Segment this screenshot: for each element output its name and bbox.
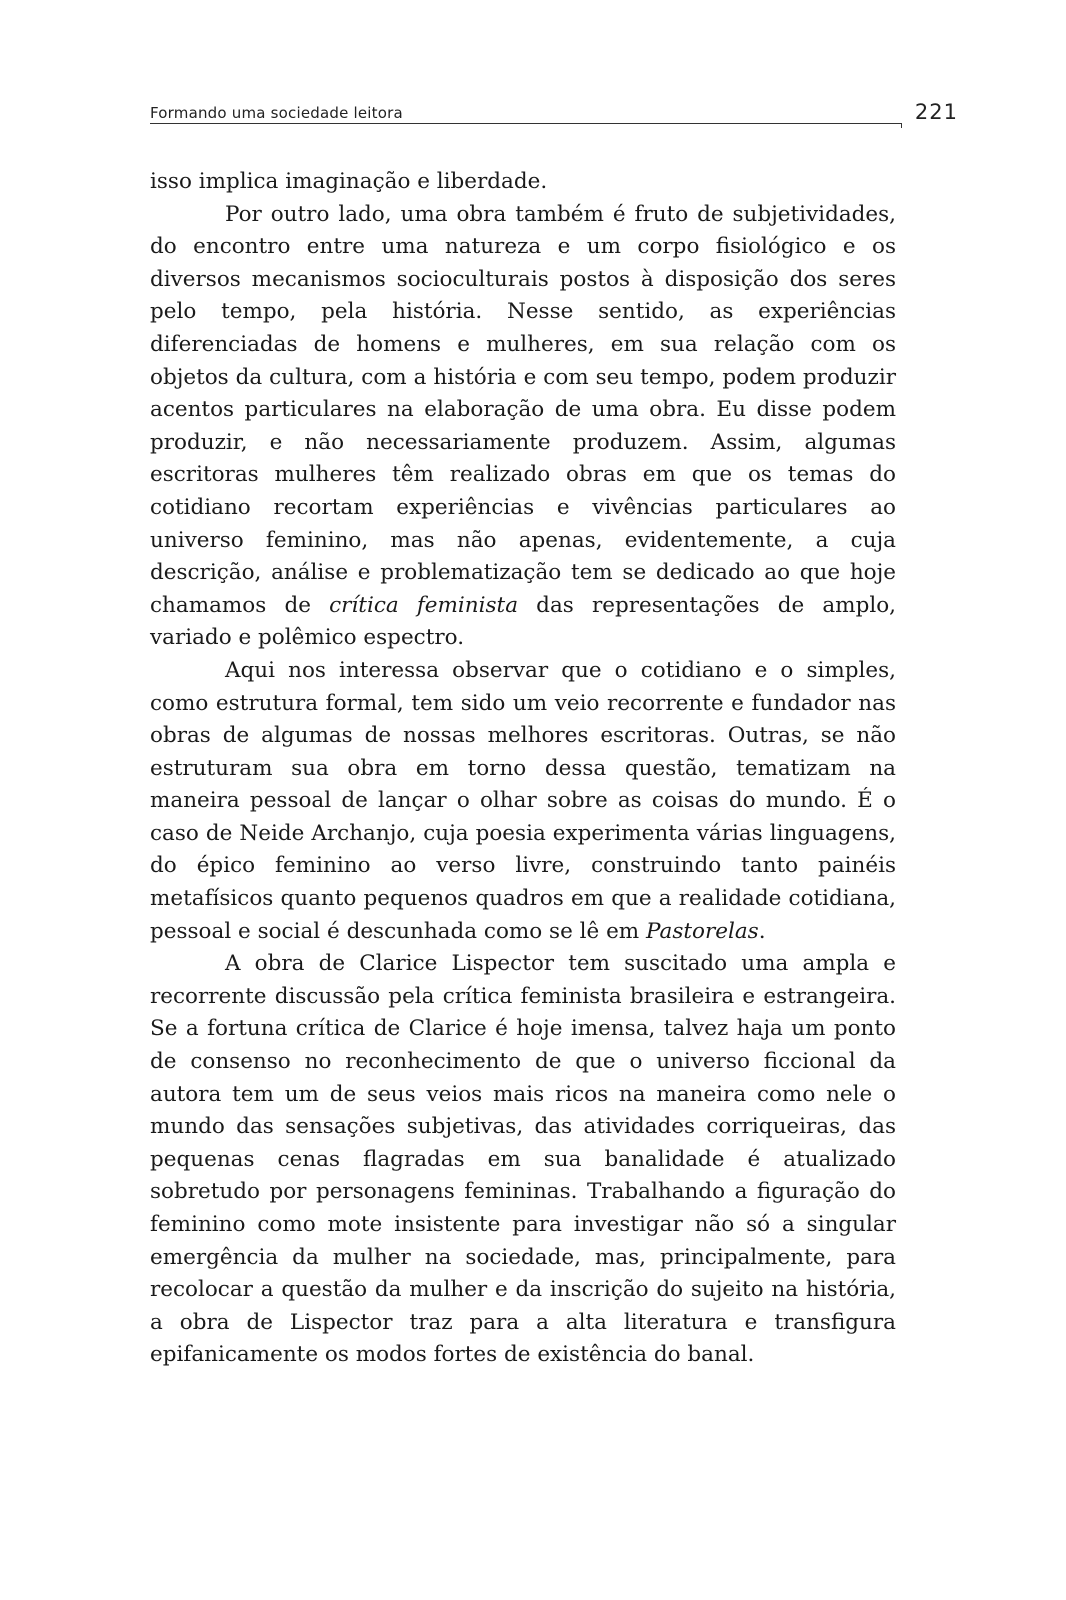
paragraph-3-text-b: . [758,918,766,944]
paragraph-4-text: A obra de Clarice Lispector tem suscitado uma ampla e recorrente discussão pela crítica feminista brasileira e estrangeira. Se a fortuna crítica de Clarice é hoje imensa, talvez haja um ponto de consenso no reconhecimento de que o universo ficcional da autora tem um de seus veios mais ricos na maneira como nele o mundo das sensações subjetivas, das atividades corriqueiras, das pequenas cenas flagradas em sua banalidade é atualizado sobretudo por personagens femininas. Trabalhando a figuração do feminino como mote insistente para investigar não só a singular emergência da mulher na sociedade, mas, principalmente, para recolocar a questão da mulher e da inscrição do sujeito na história, a obra de Lispector traz para a alta literatura e transfigura epifanicamente os modos fortes de existência do banal. [150,951,896,1368]
paragraph-3-emphasis: Pastorelas [646,918,759,944]
paragraph-1 [150,166,896,199]
paragraph-1-text: isso implica imaginação e liberdade. [150,169,548,194]
paragraph-2-emphasis: crítica feminista [329,592,519,618]
paragraph-2-text-a: Por outro lado, uma obra também é fruto de subjetividades, do encontro entre uma natureza e um corpo fisiológico e os diversos mecanismos socioculturais postos à disposição dos seres pelo tempo, pela história. Nesse sentido, as experiências diferenciadas de homens e mulheres, em sua relação com os objetos da cultura, com a história e com seu tempo, podem produzir acentos particulares na elaboração de uma obra. Eu disse podem produzir, e não necessariamente produzem. Assim, algumas escritoras mulheres têm realizado obras em que os temas do cotidiano recortam experiências e vivências particulares ao universo feminino, mas não apenas, evidentemente, a cuja descrição, análise e problematização tem se dedicado ao que hoje chamamos de [150,201,896,618]
paragraph-2-text-b: das representações de amplo, variado e polêmico espectro. [150,592,896,651]
running-header [150,100,960,130]
paragraph-3-text-a: Aqui nos interessa observar que o cotidiano e o simples, como estrutura formal, tem sido um veio recorrente e fundador nas obras de algumas de nossas melhores escritoras. Outras, se não estruturam sua obra em torno dessa questão, tematizam na maneira pessoal de lançar o olhar sobre as coisas do mundo. É o caso de Neide Archanjo, cuja poesia experimenta várias linguagens, do épico feminino ao verso livre, construindo tanto painéis metafísicos quanto pequenos quadros em que a realidade cotidiana, pessoal e social é descunhada como se lê em [150,657,896,944]
paragraph-2 [150,199,896,655]
paragraph-4 [150,948,896,1372]
paragraph-3 [150,655,896,948]
page-number: 221 [914,100,958,124]
body-text [150,166,896,1372]
header-rule-tick [901,123,902,128]
header-rule [150,123,902,124]
running-head-title: Formando uma sociedade leitora [150,104,403,122]
